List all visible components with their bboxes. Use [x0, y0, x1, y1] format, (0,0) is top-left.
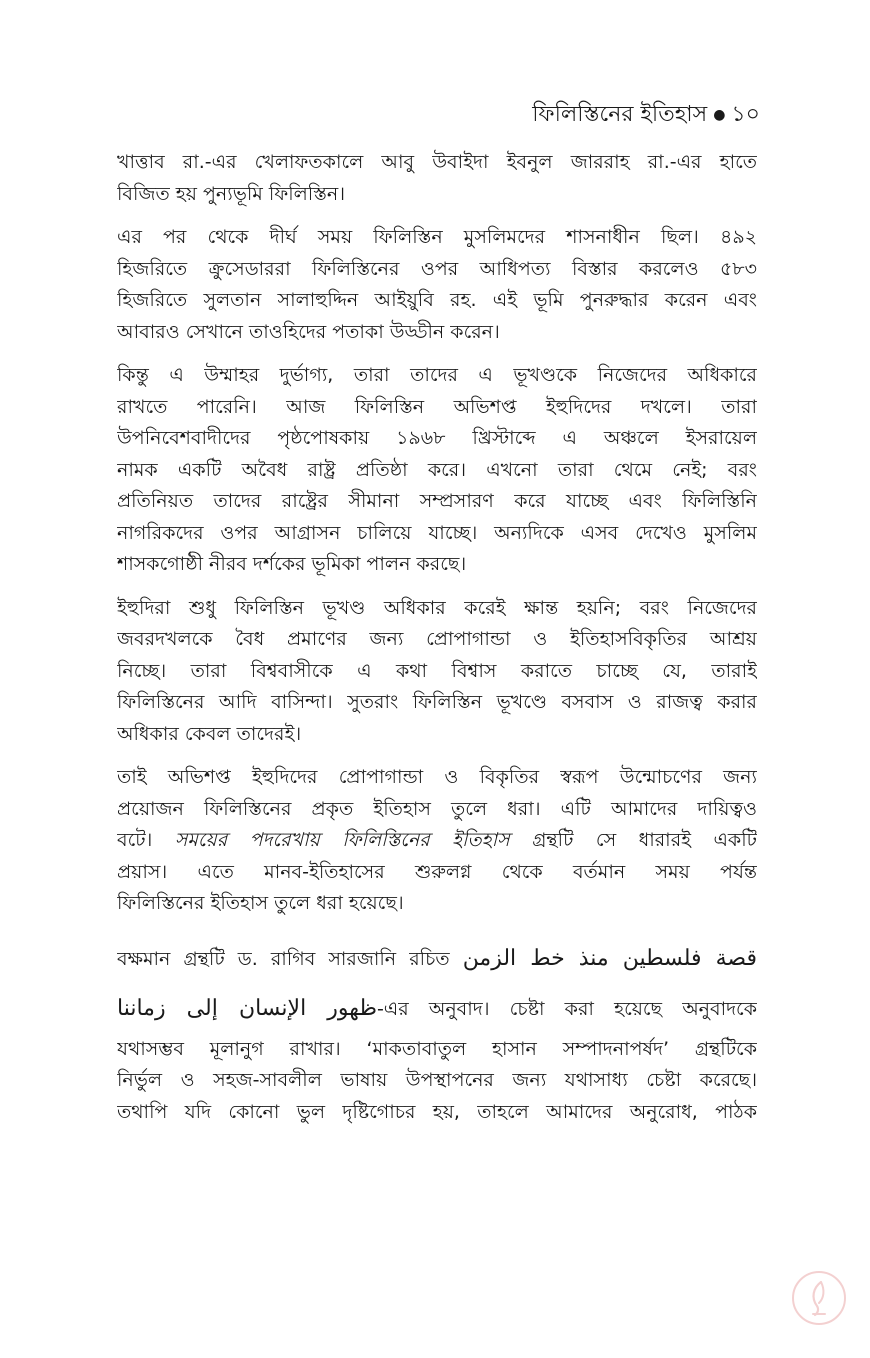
- paragraph-line: রাখতে পারেনি। আজ ফিলিস্তিন অভিশপ্ত ইহুদিদের দখলে। তারা: [117, 395, 757, 418]
- paragraph-line: অধিকার কেবল তাদেরই।: [117, 722, 302, 745]
- paragraph-line: [117, 984, 757, 1034]
- body-text: [117, 147, 757, 1140]
- paragraph-line: উপনিবেশবাদীদের পৃষ্ঠপোষকায় ১৯৬৮ খ্রিস্টাব্দে এ অঞ্চলে ইসরায়েল: [117, 427, 757, 449]
- paragraph-line: হিজরিতে ক্রুসেডাররা ফিলিস্তিনের ওপর আধিপত্য বিস্তার করলেও ৫৮৩: [117, 257, 757, 280]
- paragraph-4: [117, 593, 757, 751]
- paragraph-line: প্রয়াস। এতে মানব-ইতিহাসের শুরুলগ্ন থেকে বর্তমান সময় পর্যন্ত: [117, 860, 757, 883]
- paragraph-line: তথাপি যদি কোনো ভুল দৃষ্টিগোচর হয়, তাহলে আমাদের অনুরোধ, পাঠক: [117, 1100, 757, 1123]
- paragraph-line: ফিলিস্তিনের ইতিহাস তুলে ধরা হয়েছে।: [117, 892, 404, 914]
- paragraph-text: গ্রন্থটি সে ধারারই একটি: [532, 829, 757, 851]
- arabic-title: ظهور الإنسان إلى زماننا: [117, 995, 377, 1021]
- running-head-title: ফিলিস্তিনের ইতিহাস: [532, 102, 708, 127]
- paragraph-line: ফিলিস্তিনের আদি বাসিন্দা। সুতরাং ফিলিস্তিন ভূখণ্ডে বসবাস ও রাজত্ব করার: [117, 691, 757, 713]
- paragraph-5: [117, 762, 757, 920]
- book-title-italic: সময়ের পদরেখায় ফিলিস্তিনের ইতিহাস: [174, 829, 510, 851]
- paragraph-line: আবারও সেখানে তাওহিদের পতাকা উড্ডীন করেন।: [117, 320, 500, 343]
- paragraph-line: শাসকগোষ্ঠী নীরব দর্শকের ভূমিকা পালন করছে।: [117, 553, 467, 575]
- paragraph-line: যথাসম্ভব মূলানুগ রাখার। ‘মাকতাবাতুল হাসান সম্পাদনাপর্ষদ’ গ্রন্থটিকে: [117, 1037, 757, 1060]
- paragraph-line: নিচ্ছে। তারা বিশ্ববাসীকে এ কথা বিশ্বাস করাতে চাচ্ছে যে, তারাই: [117, 659, 757, 682]
- paragraph-line: নাগরিকদের ওপর আগ্রাসন চালিয়ে যাচ্ছে। অন্যদিকে এসব দেখেও মুসলিম: [117, 521, 757, 544]
- paragraph-2: [117, 222, 757, 348]
- paragraph-line: প্রয়োজন ফিলিস্তিনের প্রকৃত ইতিহাস তুলে ধরা। এটি আমাদের দায়িত্বও: [117, 797, 757, 820]
- paragraph-line: কিন্তু এ উম্মাহর দুর্ভাগ্য, তারা তাদের এ ভূখণ্ডকে নিজেদের অধিকারে: [117, 364, 757, 386]
- publisher-quill-icon: [791, 1270, 847, 1326]
- paragraph-line: জবরদখলকে বৈধ প্রমাণের জন্য প্রোপাগান্ডা ও ইতিহাসবিকৃতির আশ্রয়: [117, 628, 757, 650]
- paragraph-6: [117, 934, 757, 1129]
- paragraph-line: [117, 825, 757, 857]
- paragraph-line: বিজিত হয় পুন্যভূমি ফিলিস্তিন।: [117, 182, 346, 205]
- paragraph-text: বটে।: [117, 829, 153, 851]
- page-number: ১০: [731, 102, 760, 127]
- running-head: [532, 98, 760, 132]
- running-head-bullet: ●: [713, 107, 726, 123]
- paragraph-line: খাত্তাব রা.-এর খেলাফতকালে আবু উবাইদা ইবনুল জাররাহ রা.-এর হাতে: [117, 151, 757, 173]
- paragraph-line: নামক একটি অবৈধ রাষ্ট্র প্রতিষ্ঠা করে। এখনো তারা থেমে নেই; বরং: [117, 458, 757, 481]
- paragraph-text: বক্ষমান গ্রন্থটি ড. রাগিব সারজানি রচিত: [117, 947, 450, 970]
- paragraph-line: নির্ভুল ও সহজ-সাবলীল ভাষায় উপস্থাপনের জন্য যথাসাধ্য চেষ্টা করেছে।: [117, 1069, 757, 1091]
- arabic-title: قصة فلسطين منذ خط الزمن: [462, 945, 757, 971]
- paragraph-1: [117, 147, 757, 210]
- paragraph-line: তাই অভিশপ্ত ইহুদিদের প্রোপাগান্ডা ও বিকৃতির স্বরূপ উন্মোচণের জন্য: [117, 766, 757, 788]
- paragraph-line: [117, 934, 757, 984]
- paragraph-line: প্রতিনিয়ত তাদের রাষ্ট্রের সীমানা সম্প্রসারণ করে যাচ্ছে এবং ফিলিস্তিনি: [117, 490, 757, 512]
- paragraph-line: ইহুদিরা শুধু ফিলিস্তিন ভূখণ্ড অধিকার করেই ক্ষান্ত হয়নি; বরং নিজেদের: [117, 596, 757, 619]
- paragraph-line: এর পর থেকে দীর্ঘ সময় ফিলিস্তিন মুসলিমদের শাসনাধীন ছিল। ৪৯২: [117, 226, 757, 248]
- paragraph-line: হিজরিতে সুলতান সালাহুদ্দিন আইয়ুবি রহ. এই ভূমি পুনরুদ্ধার করেন এবং: [117, 289, 757, 311]
- paragraph-3: [117, 360, 757, 581]
- paragraph-text: -এর অনুবাদ। চেষ্টা করা হয়েছে অনুবাদকে: [376, 997, 757, 1020]
